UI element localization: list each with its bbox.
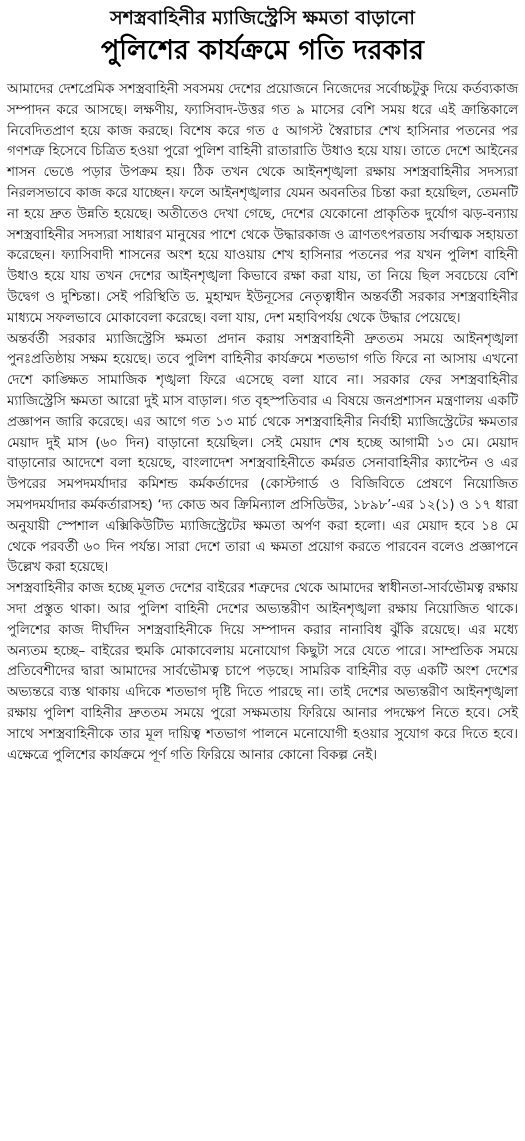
article-paragraph-2: অন্তর্বর্তী সরকার ম্যাজিস্ট্রেসি ক্ষমতা প্রদান করায় সশস্ত্রবাহিনী দ্রুততম সময়ে আইনশৃঙ্খলা পুনঃপ্রতিষ্ঠায় সক্ষম হয়েছে। তবে পুলিশ বাহিনীর কার্যক্রমে শতভাগ গতি ফিরে না আসায় এখনো দেশে কাঙ্ক্ষিত সামাজিক শৃঙ্খলা ফিরে এসেছে বলা যাবে না। সরকার ফের সশস্ত্রবাহিনীর ম্যাজিস্ট্রেসি ক্ষমতা আরো দুই মাস বাড়াল। গত বৃহস্পতিবার এ বিষয়ে জনপ্রশাসন মন্ত্রণালয় একটি প্রজ্ঞাপন জারি করেছে। এর আগে গত ১৩ মার্চ থেকে সশস্ত্রবাহিনীর নির্বাহী ম্যাজিস্ট্রেটের ক্ষমতার মেয়াদ দুই মাস (৬০ দিন) বাড়ানো হয়েছিল। সেই মেয়াদ শেষ হচ্ছে আগামী ১৩ মে। মেয়াদ বাড়ানোর আদেশে বলা হয়েছে, বাংলাদেশ সশস্ত্রবাহিনীতে কর্মরত সেনাবাহিনীর ক্যাপ্টেন ও এর উপরের সমপদমর্যাদার কমিশন্ড কর্মকর্তাদের (কোস্টগার্ড ও বিজিবিতে প্রেষণে নিয়োজিত সমপদমর্যাদার কর্মকর্তারাসহ) ‘দ্য কোড অব ক্রিমিন্যাল প্রসিডিউর, ১৮৯৮’-এর ১২(১) ও ১৭ ধারা অনুযায়ী স্পেশাল এক্সিকিউটিভ ম্যাজিস্ট্রেটের ক্ষমতা অর্পণ করা হলো। এর মেয়াদ হবে ১৪ মে থেকে পরবর্তী ৬০ দিন পর্যন্ত। সারা দেশে তারা এ ক্ষমতা প্রয়োগ করতে পারবেন বলেও প্রজ্ঞাপনে উল্লেখ করা হয়েছে। bbox=[7, 331, 518, 576]
article-body bbox=[7, 80, 518, 766]
article-paragraph-3: সশস্ত্রবাহিনীর কাজ হচ্ছে মূলত দেশের বাইরের শত্রুদের থেকে আমাদের স্বাধীনতা-সার্বভৌমত্ব রক্ষায় সদা প্রস্তুত থাকা। আর পুলিশ বাহিনী দেশের অভ্যন্তরীণ আইনশৃঙ্খলা রক্ষায় নিয়োজিত থাকে। পুলিশের কাজ দীর্ঘদিন সশস্ত্রবাহিনীকে দিয়ে সম্পাদন করার নানাবিধ ঝুঁকি রয়েছে। এর মধ্যে অন্যতম হচ্ছে– বাইরের হুমকি মোকাবেলায় মনোযোগ কিছুটা সরে যেতে পারে। সাম্প্রতিক সময়ে প্রতিবেশীদের দ্বারা আমাদের সার্বভৌমত্ব চাপে পড়ছে। সামরিক বাহিনীর বড় একটি অংশ দেশের অভ্যন্তরে ব্যস্ত থাকায় এদিকে শতভাগ দৃষ্টি দিতে পারছে না। তাই দেশের অভ্যন্তরীণ আইনশৃঙ্খলা রক্ষায় পুলিশ বাহিনীর দ্রুততম সময়ে পুরো সক্ষমতায় ফিরিয়ে আনার পদক্ষেপ নিতে হবে। সেই সাথে সশস্ত্রবাহিনীকে তার মূল দায়িত্ব শতভাগ পালনে মনোযোগী হওয়ার সুযোগ করে দিতে হবে। এক্ষেত্রে পুলিশের কার্যক্রমে পূর্ণ গতি ফিরিয়ে আনার কোনো বিকল্প নেই। bbox=[7, 581, 518, 763]
article-headline: পুলিশের কার্যক্রমে গতি দরকার bbox=[100, 35, 425, 66]
article-paragraph-1: আমাদের দেশপ্রেমিক সশস্ত্রবাহিনী সবসময় দেশের প্রয়োজনে নিজেদের সর্বোচ্চটুকু দিয়ে কর্তব্যকাজ সম্পাদন করে আসছে। লক্ষণীয়, ফ্যাসিবাদ-উত্তর গত ৯ মাসের বেশি সময় ধরে এই ক্রান্তিকালে নিবেদিতপ্রাণ হয়ে কাজ করছে। বিশেষ করে গত ৫ আগস্ট স্বৈরাচার শেখ হাসিনার পতনের পর গণশত্রু হিসেবে চিত্রিত হওয়া পুরো পুলিশ বাহিনী রাতারাতি উধাও হয়ে যায়। তাতে দেশে আইনের শাসন ভেঙে পড়ার উপক্রম হয়। ঠিক তখন থেকে আইনশৃঙ্খলা রক্ষায় সশস্ত্রবাহিনীর সদস্যরা নিরলসভাবে কাজ করে যাচ্ছেন। ফলে আইনশৃঙ্খলার যেমন অবনতির চিন্তা করা হয়েছিল, তেমনটি না হয়ে দ্রুত উন্নতি হয়েছে। অতীতেও দেখা গেছে, দেশের যেকোনো প্রাকৃতিক দুর্যোগ ঝড়-বন্যায় সশস্ত্রবাহিনীর সদস্যরা সাধারণ মানুষের পাশে থেকে উদ্ধারকাজ ও ত্রাণতৎপরতায় সর্বাত্মক সহায়তা করেছেন। ফ্যাসিবাদী শাসনের অংশ হয়ে যাওয়ায় শেখ হাসিনার পতনের পর যখন পুলিশ বাহিনী উধাও হয়ে যায় তখন দেশের আইনশৃঙ্খলা কিভাবে রক্ষা করা যায়, তা নিয়ে ছিল সবচেয়ে বেশি উদ্বেগ ও দুশ্চিন্তা। সেই পরিস্থিতি ড. মুহাম্মদ ইউনূসের নেতৃত্বাধীন অন্তর্বর্তী সরকার সশস্ত্রবাহিনীর মাধ্যমে সফলভাবে মোকাবেলা করেছে। বলা যায়, দেশ মহাবিপর্যয় থেকে উদ্ধার পেয়েছে। bbox=[7, 82, 518, 326]
article-kicker: সশস্ত্রবাহিনীর ম্যাজিস্ট্রেসি ক্ষমতা বাড়ানো bbox=[110, 7, 415, 29]
